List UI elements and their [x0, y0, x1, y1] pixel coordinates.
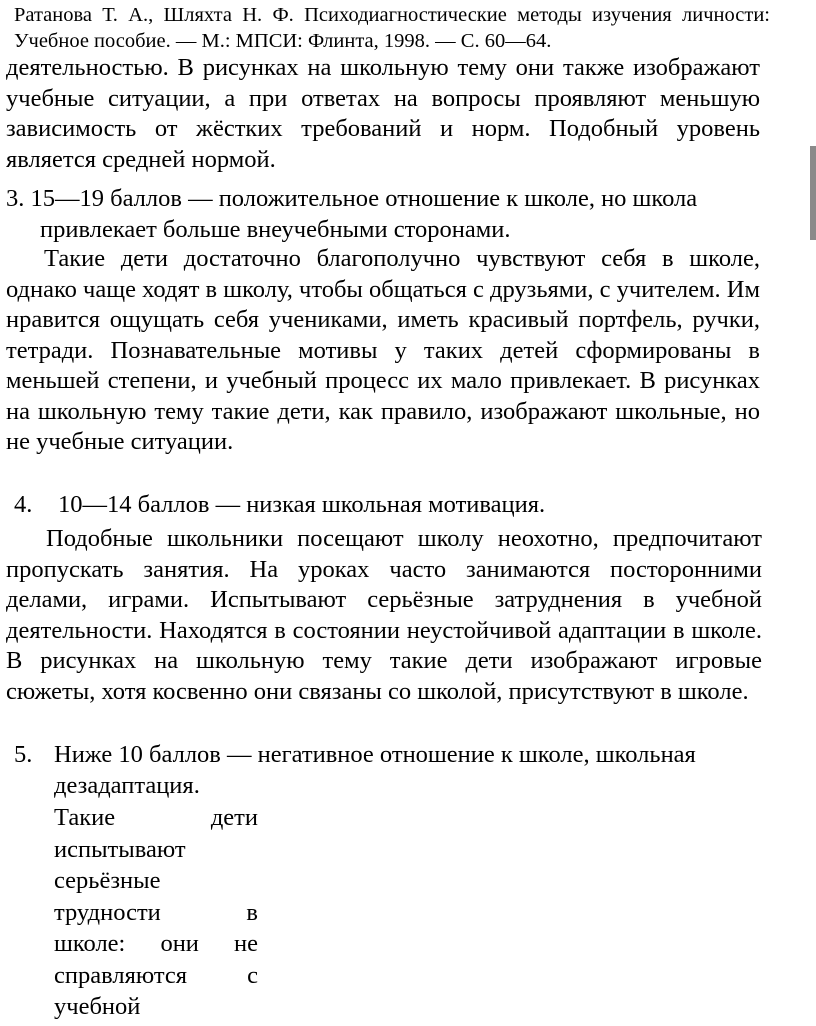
paragraph-intro: деятельностью. В рисунках на школьную тему они также изображают учебные ситуации, а при ответах на вопросы проявляют меньшую зависимость от жёстких требований и норм. Подобный уровень является средней нормой. [6, 54, 760, 173]
narrow-line: Такие дети [54, 804, 258, 831]
paragraph-item-3-body: Такие дети достаточно благополучно чувствуют себя в школе, однако чаще ходят в школу, чтобы общаться с друзьями, с учителем. Им нравится ощущать себя учениками, иметь красивый портфель, ручки, тетради. Познавательные мотивы у таких детей сформированы в меньшей степени, и учебный процесс их мало привлекает. В рисунках на школьную тему такие дети, как правило, изображают школьные, но не учебные ситуации. [6, 245, 760, 455]
list-item-3-number: 3. [6, 185, 25, 212]
scrollbar-thumb[interactable] [810, 146, 816, 240]
list-item-4 [14, 490, 764, 521]
narrow-line: серьёзные [54, 867, 161, 894]
narrow-line: справляются с [54, 961, 258, 989]
list-item-3-text: 15—19 баллов — положительное отношение к школе, но школа привлекает больше внеучебными сторонами. [30, 185, 698, 243]
paragraph-item-4-body: Подобные школьники посещают школу неохотно, предпочитают пропускать занятия. На уроках часто занимаются посторонними делами, играми. Испытывают серьёзные затруднения в учебной деятельности. Находятся в состоянии неустойчивой адаптации в школе. В рисунках на школьную тему такие дети изображают игровые сюжеты, хотя косвенно они связаны со школой, присутствуют в школе. [6, 525, 762, 705]
list-item-5-number: 5. [14, 741, 33, 768]
citation-header: Ратанова Т. А., Шляхта Н. Ф. Психодиагностические методы изучения личности: Учебное пособие. — М.: МПСИ: Флинта, 1998. — С. 60—64. [14, 4, 770, 52]
list-item-5 [14, 740, 766, 801]
narrow-line: школе: они не [54, 930, 258, 957]
narrow-line: учебной [54, 993, 141, 1020]
list-item-3-heading [6, 184, 766, 245]
list-item-3 [6, 184, 766, 245]
list-item-5-text: Ниже 10 баллов — негативное отношение к школе, школьная дезадаптация. [54, 741, 696, 799]
narrow-paragraph [54, 802, 258, 1023]
narrow-line: трудности в [54, 898, 258, 926]
narrow-line: испытывают [54, 835, 186, 863]
list-item-4-number: 4. [14, 491, 33, 518]
list-item-4-text: 10—14 баллов — низкая школьная мотивация. [58, 491, 546, 518]
